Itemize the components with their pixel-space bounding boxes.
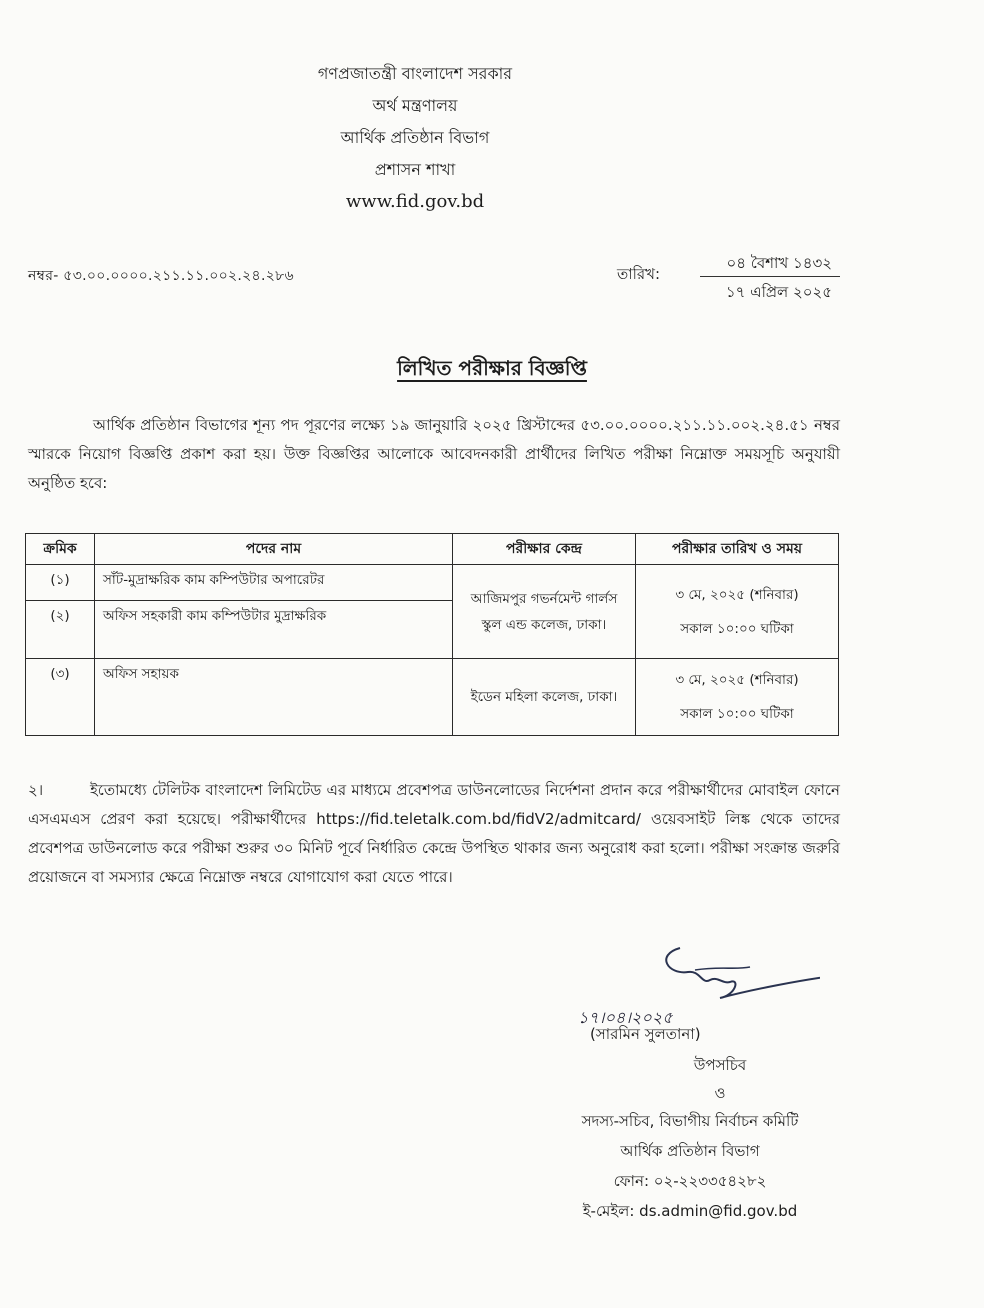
ministry-name: অর্থ মন্ত্রণালয়: [372, 96, 458, 115]
table-row: [26, 659, 839, 736]
instruction-text: ইতোমধ্যে টেলিটক বাংলাদেশ লিমিটেড এর মাধ্যমে প্রবেশপত্র ডাউনলোডের নির্দেশনা প্রদান করে পরীক্ষার্থীদের মোবাইল ফোনে এসএমএস প্রেরণ করা হয়েছে। পরীক্ষার্থীদের https://fid.teletalk.com.bd/fidV2/admitcard/ ওয়েবসাইট লিঙ্ক থেকে তাদের প্রবেশপত্র ডাউনলোড করে পরীক্ষা শুরুর ৩০ মিনিট পূর্বে নির্ধারিত কেন্দ্রে উপস্থিত থাকার জন্য অনুরোধ করা হলো। পরীক্ষা সংক্রান্ত জরুরি প্রয়োজনে বা সমস্যার ক্ষেত্রে নিম্নোক্ত নম্বরে যোগাযোগ করা যেতে পারে।: [28, 781, 840, 886]
signatory-details: [490, 1050, 890, 1226]
email-address[interactable]: ই-মেইল: ds.admin@fid.gov.bd: [582, 1202, 798, 1220]
government-name: গণপ্রজাতন্ত্রী বাংলাদেশ সরকার: [317, 64, 513, 83]
header-serial: ক্রমিক: [26, 534, 95, 565]
table-row: [26, 565, 839, 601]
division-name: আর্থিক প্রতিষ্ঠান বিভাগ: [340, 128, 490, 147]
exam-time: সকাল ১০:০০ ঘটিকা: [680, 620, 794, 637]
phone-number: ফোন: ০২-২২৩৩৫৪২৮২: [613, 1172, 767, 1190]
exam-date: ৩ মে, ২০২৫ (শনিবার): [675, 586, 799, 603]
header-post: পদের নাম: [95, 534, 453, 565]
exam-schedule-table: [25, 533, 839, 736]
branch-name: প্রশাসন শাখা: [374, 160, 456, 179]
exam-center-cell: আজিমপুর গভর্নমেন্ট গার্লস স্কুল এন্ড কলেজ, ঢাকা।: [453, 565, 636, 659]
exam-time: সকাল ১০:০০ ঘটিকা: [680, 706, 794, 722]
exam-datetime-cell: [636, 565, 839, 659]
committee-role: সদস্য-সচিব, বিভাগীয় নির্বাচন কমিটি: [581, 1112, 799, 1130]
date-label: তারিখ:: [617, 265, 661, 283]
header-datetime: পরীক্ষার তারিখ ও সময়: [636, 534, 839, 565]
division-footer: আর্থিক প্রতিষ্ঠান বিভাগ: [620, 1142, 760, 1160]
date-english: ১৭ এপ্রিল ২০২৫: [725, 283, 832, 301]
memo-number: নম্বর- ৫৩.০০.০০০০.২১১.১১.০০২.২৪.২৮৬: [28, 268, 294, 284]
website-link[interactable]: www.fid.gov.bd: [345, 191, 485, 212]
notice-title-block: [0, 354, 984, 387]
post-cell: সাঁট-মুদ্রাক্ষরিক কাম কম্পিউটার অপারেটর: [95, 565, 453, 601]
exam-datetime-cell: [636, 659, 839, 736]
paragraph-number: ২।: [28, 781, 44, 799]
date-bangla: ০৪ বৈশাখ ১৪৩২: [700, 250, 840, 277]
intro-paragraph: আর্থিক প্রতিষ্ঠান বিভাগের শূন্য পদ পূরণের লক্ষ্যে ১৯ জানুয়ারি ২০২৫ খ্রিস্টাব্দের ৫৩.০০.০০০০.২১১.১১.০০২.২৪.৫১ নম্বর স্মারকে নিয়োগ বিজ্ঞপ্তি প্রকাশ করা হয়। উক্ত বিজ্ঞপ্তির আলোকে আবেদনকারী প্রার্থীদের লিখিত পরীক্ষা নিম্নোক্ত সময়সূচি অনুযায়ী অনুষ্ঠিত হবে:: [28, 416, 840, 492]
notice-title: লিখিত পরীক্ষার বিজ্ঞপ্তি: [397, 356, 587, 380]
instruction-paragraph: [28, 776, 840, 892]
post-cell: অফিস সহায়ক: [95, 659, 453, 736]
serial-cell: (১): [26, 565, 95, 601]
signature-date: ১৭।০৪।২০২৫: [578, 1008, 673, 1027]
letterhead: [215, 58, 615, 218]
date-block: [700, 250, 840, 307]
exam-center-cell: ইডেন মহিলা কলেজ, ঢাকা।: [453, 659, 636, 736]
designation: উপসচিব: [693, 1056, 747, 1074]
conjunction: ও: [714, 1084, 726, 1102]
serial-cell: (৩): [26, 659, 95, 736]
header-center: পরীক্ষার কেন্দ্র: [453, 534, 636, 565]
exam-date: ৩ মে, ২০২৫ (শনিবার): [675, 672, 799, 688]
serial-cell: (২): [26, 601, 95, 659]
signatory-name: (সারমিন সুলতানা): [590, 1025, 701, 1043]
table-header-row: [26, 534, 839, 565]
post-cell: অফিস সহকারী কাম কম্পিউটার মুদ্রাক্ষরিক: [95, 601, 453, 659]
